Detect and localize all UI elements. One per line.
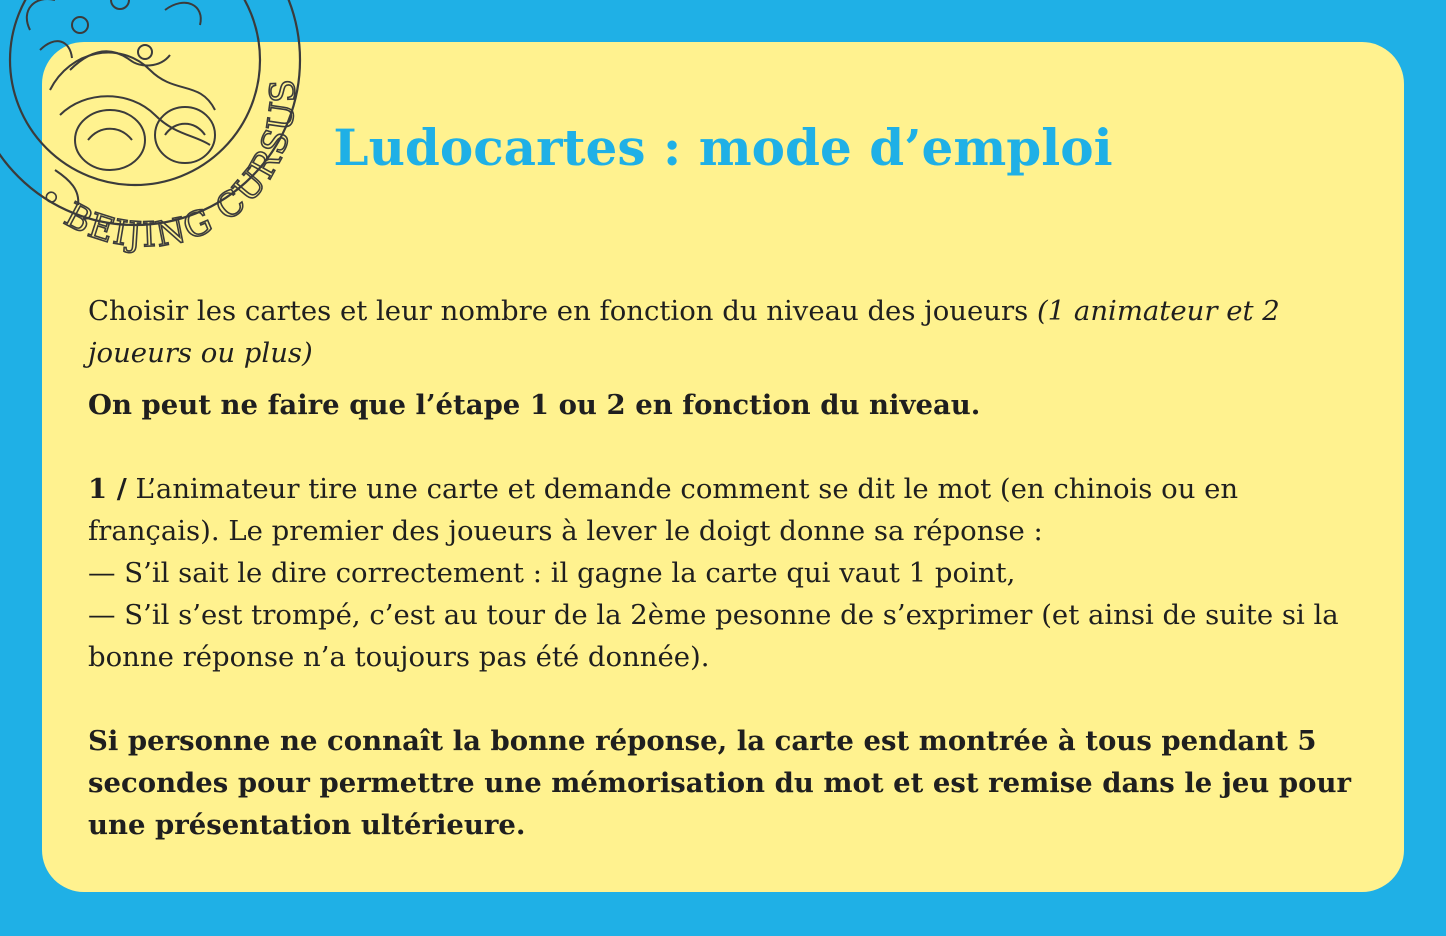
- conclusion-paragraph: Si personne ne connaît la bonne réponse, la carte est montrée à tous pendant 5 secondes pour permettre une mémorisation du mot et est remise dans le jeu pour une présentation ultérieure.: [88, 725, 1351, 841]
- intro-players-note: (1 animateur et 2 joueurs ou plus): [88, 295, 1280, 369]
- svg-text:• BEIJING CURSUS •: • BEIJING CURSUS: [29, 76, 305, 256]
- step-1-wrong-case: — S’il s’est trompé, c’est au tour de la 2ème pesonne de s’exprimer (et ainsi de suite si la bonne réponse n’a toujours pas été donnée).: [88, 599, 1339, 673]
- step-1-number: 1 /: [88, 473, 127, 505]
- step-1-correct-case: — S’il sait le dire correctement : il gagne la carte qui vaut 1 point,: [88, 557, 1016, 589]
- step-1-paragraph: [88, 468, 1378, 552]
- step-1-text: L’animateur tire une carte et demande comment se dit le mot (en chinois ou en français). Le premier des joueurs à lever le doigt donne sa réponse :: [88, 473, 1239, 547]
- instructions-body: [88, 290, 1378, 846]
- page-title: Ludocartes : mode d’emploi: [333, 118, 1113, 177]
- intro-text: Choisir les cartes et leur nombre en fonction du niveau des joueurs: [88, 295, 1037, 327]
- level-note: On peut ne faire que l’étape 1 ou 2 en fonction du niveau.: [88, 389, 981, 421]
- intro-paragraph: [88, 290, 1378, 374]
